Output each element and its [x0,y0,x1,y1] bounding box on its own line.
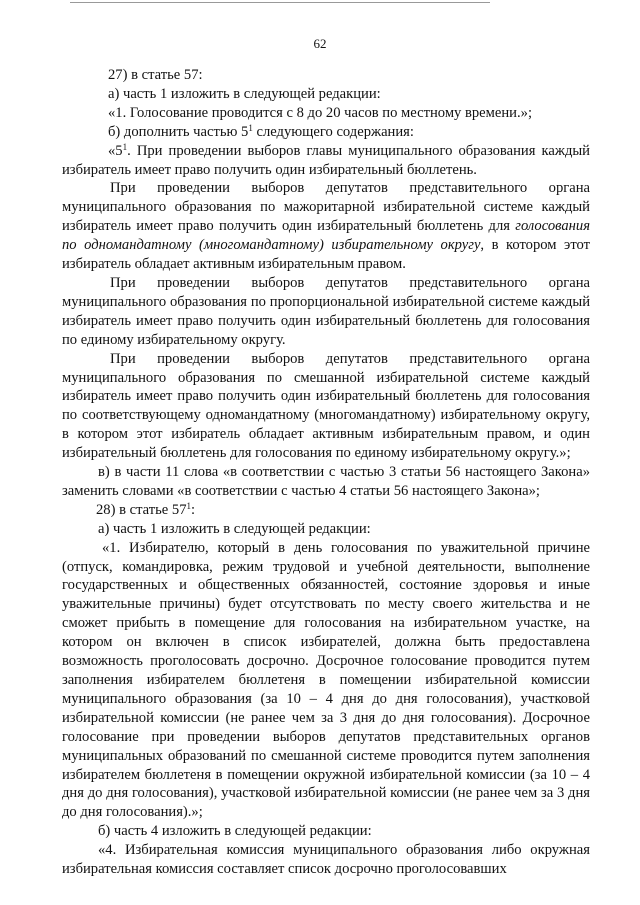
paragraph-article-57-1-text-b: : [191,501,196,518]
top-rule [70,2,490,3]
paragraph-majoritarian-text-a: При проведении выборов депутатов представительного органа муниципального образования по мажоритарной избирательной системе каждый избиратель имеет право получить один избирательный бюллетень для [62,180,590,235]
paragraph-add-part-text-a: б) дополнить частью 5 [108,123,249,140]
superscript: 1 [122,141,128,152]
paragraph-part-5-1-text-a: «5 [108,142,123,159]
paragraph-part-5-1 [62,142,590,180]
paragraph-majoritarian [62,179,590,274]
paragraph-add-part-5-1 [62,123,590,142]
paragraph-article-57-1 [62,501,590,520]
paragraph-part1-edit: а) часть 1 изложить в следующей редакции: [108,85,381,102]
paragraph-part-5-1-text-b: . При проведении выборов главы муниципального образования каждый избиратель имеет право получить один избирательный бюллетень. [62,142,590,178]
paragraph-early-voting: «1. Избирателю, который в день голосования по уважительной причине (отпуск, командировка, режим трудовой и учебной деятельности, выполнение государственных и общественных обязанностей, состояние здоровья и иные уважительные причины) будет отсутствовать по месту своего жительства и не сможет прибыть в помещение для голосования на избирательном участке, на котором он включен в список избирателей, должна быть предоставлена возможность проголосовать досрочно. Досрочное голосование проводится путем заполнения избирателем бюллетеня в помещении избирательной комиссии муниципального образования (за 10 – 4 дня до дня голосования), участковой избирательной комиссии (не ранее чем за 3 дня до дня голосования). Досрочное голосование при проведении выборов депутатов представительных органов муниципальных образований по смешанной системе проводится путем заполнения избирателем бюллетеня в помещении окружной избирательной комиссии (за 10 – 4 дня до дня голосования), участковой избирательной комиссии (не ранее чем за 3 дня до дня голосования).»; [62,539,590,821]
paragraph-article-57-1-text-a: 28) в статье 57 [96,501,187,518]
superscript: 1 [186,500,192,511]
paragraph-part-4: «4. Избирательная комиссия муниципального образования либо окружная избирательная комиссия составляет список досрочно проголосовавших [62,842,590,878]
document-body [62,66,590,879]
paragraph-proportional: При проведении выборов депутатов представительного органа муниципального образования по пропорциональной избирательной системе каждый избиратель имеет право получить один избирательный бюллетень для голосования по единому избирательному округу. [62,274,590,348]
paragraph-part-11: в) в части 11 слова «в соответствии с частью 3 статьи 56 настоящего Закона» заменить словами «в соответствии с частью 4 статьи 56 настоящего Закона»; [62,464,590,499]
paragraph-majoritarian-italic: голосования по одномандатному (многомандатному) избирательному округу [62,218,590,254]
paragraph-voting-hours: «1. Голосование проводится с 8 до 20 часов по местному времени.»; [108,104,532,121]
paragraph-article-57: 27) в статье 57: [108,67,203,83]
paragraph-majoritarian-text-c: , в котором этот избиратель обладает активным избирательным правом. [62,237,590,273]
page-number: 62 [313,36,327,51]
paragraph-mixed: При проведении выборов депутатов представительного органа муниципального образования по смешанной избирательной системе каждый избиратель имеет право получить один избирательный бюллетень для голосования по соответствующему одномандатному (многомандатному) избирательному округу, в котором этот избиратель обладает активным избирательным правом, и один избирательный бюллетень для голосования по единому избирательному округу.»; [62,350,590,462]
paragraph-add-part-text-b: следующего содержания: [252,123,414,140]
paragraph-part4-edit: б) часть 4 изложить в следующей редакции: [98,823,372,840]
paragraph-part1-edit-2: а) часть 1 изложить в следующей редакции: [98,520,371,537]
superscript: 1 [248,122,253,133]
